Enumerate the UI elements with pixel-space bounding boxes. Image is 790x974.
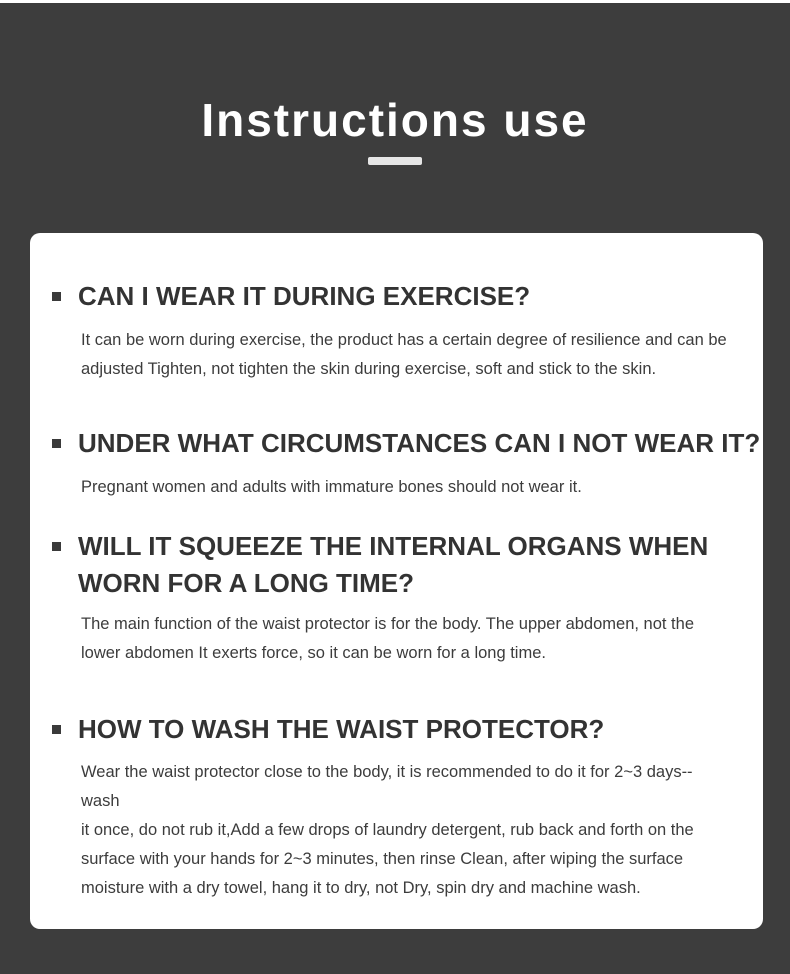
faq-answer-internal-organs: [81, 610, 731, 668]
answer-line: moisture with a dry towel, hang it to dry, not Dry, spin dry and machine wash.: [81, 879, 641, 897]
faq-question-circumstances: UNDER WHAT CIRCUMSTANCES CAN I NOT WEAR IT?: [78, 428, 761, 458]
square-bullet-icon: [52, 725, 61, 734]
answer-line: surface with your hands for 2~3 minutes, then rinse Clean, after wiping the surface: [81, 850, 684, 868]
square-bullet-icon: [52, 292, 61, 301]
answer-line: It can be worn during exercise, the product has a certain degree of resilience and can be: [81, 331, 727, 349]
answer-line: Pregnant women and adults with immature bones should not wear it.: [81, 478, 582, 496]
faq-answer-washing: [81, 758, 731, 903]
faq-answer-circumstances: [81, 473, 731, 502]
answer-line: Wear the waist protector close to the body, it is recommended to do it for 2~3 days--wash: [81, 763, 693, 810]
square-bullet-icon: [52, 542, 61, 551]
faq-card: [30, 233, 763, 929]
faq-question-washing: HOW TO WASH THE WAIST PROTECTOR?: [78, 714, 605, 744]
page-title: Instructions use: [201, 94, 589, 146]
faq-question-exercise: CAN I WEAR IT DURING EXERCISE?: [78, 281, 531, 311]
question-line: WILL IT SQUEEZE THE INTERNAL ORGANS WHEN: [78, 531, 709, 561]
faq-question-internal-organs: [78, 528, 708, 602]
answer-line: adjusted Tighten, not tighten the skin during exercise, soft and stick to the skin.: [81, 360, 657, 378]
title-underline-divider: [368, 157, 422, 165]
answer-line: The main function of the waist protector is for the body. The upper abdomen, not the: [81, 615, 694, 633]
answer-line: it once, do not rub it,Add a few drops of laundry detergent, rub back and forth on the: [81, 821, 694, 839]
faq-answer-exercise: [81, 326, 731, 384]
answer-line: lower abdomen It exerts force, so it can be worn for a long time.: [81, 644, 546, 662]
top-border-strip: [0, 0, 790, 3]
square-bullet-icon: [52, 439, 61, 448]
question-line: WORN FOR A LONG TIME?: [78, 568, 415, 598]
